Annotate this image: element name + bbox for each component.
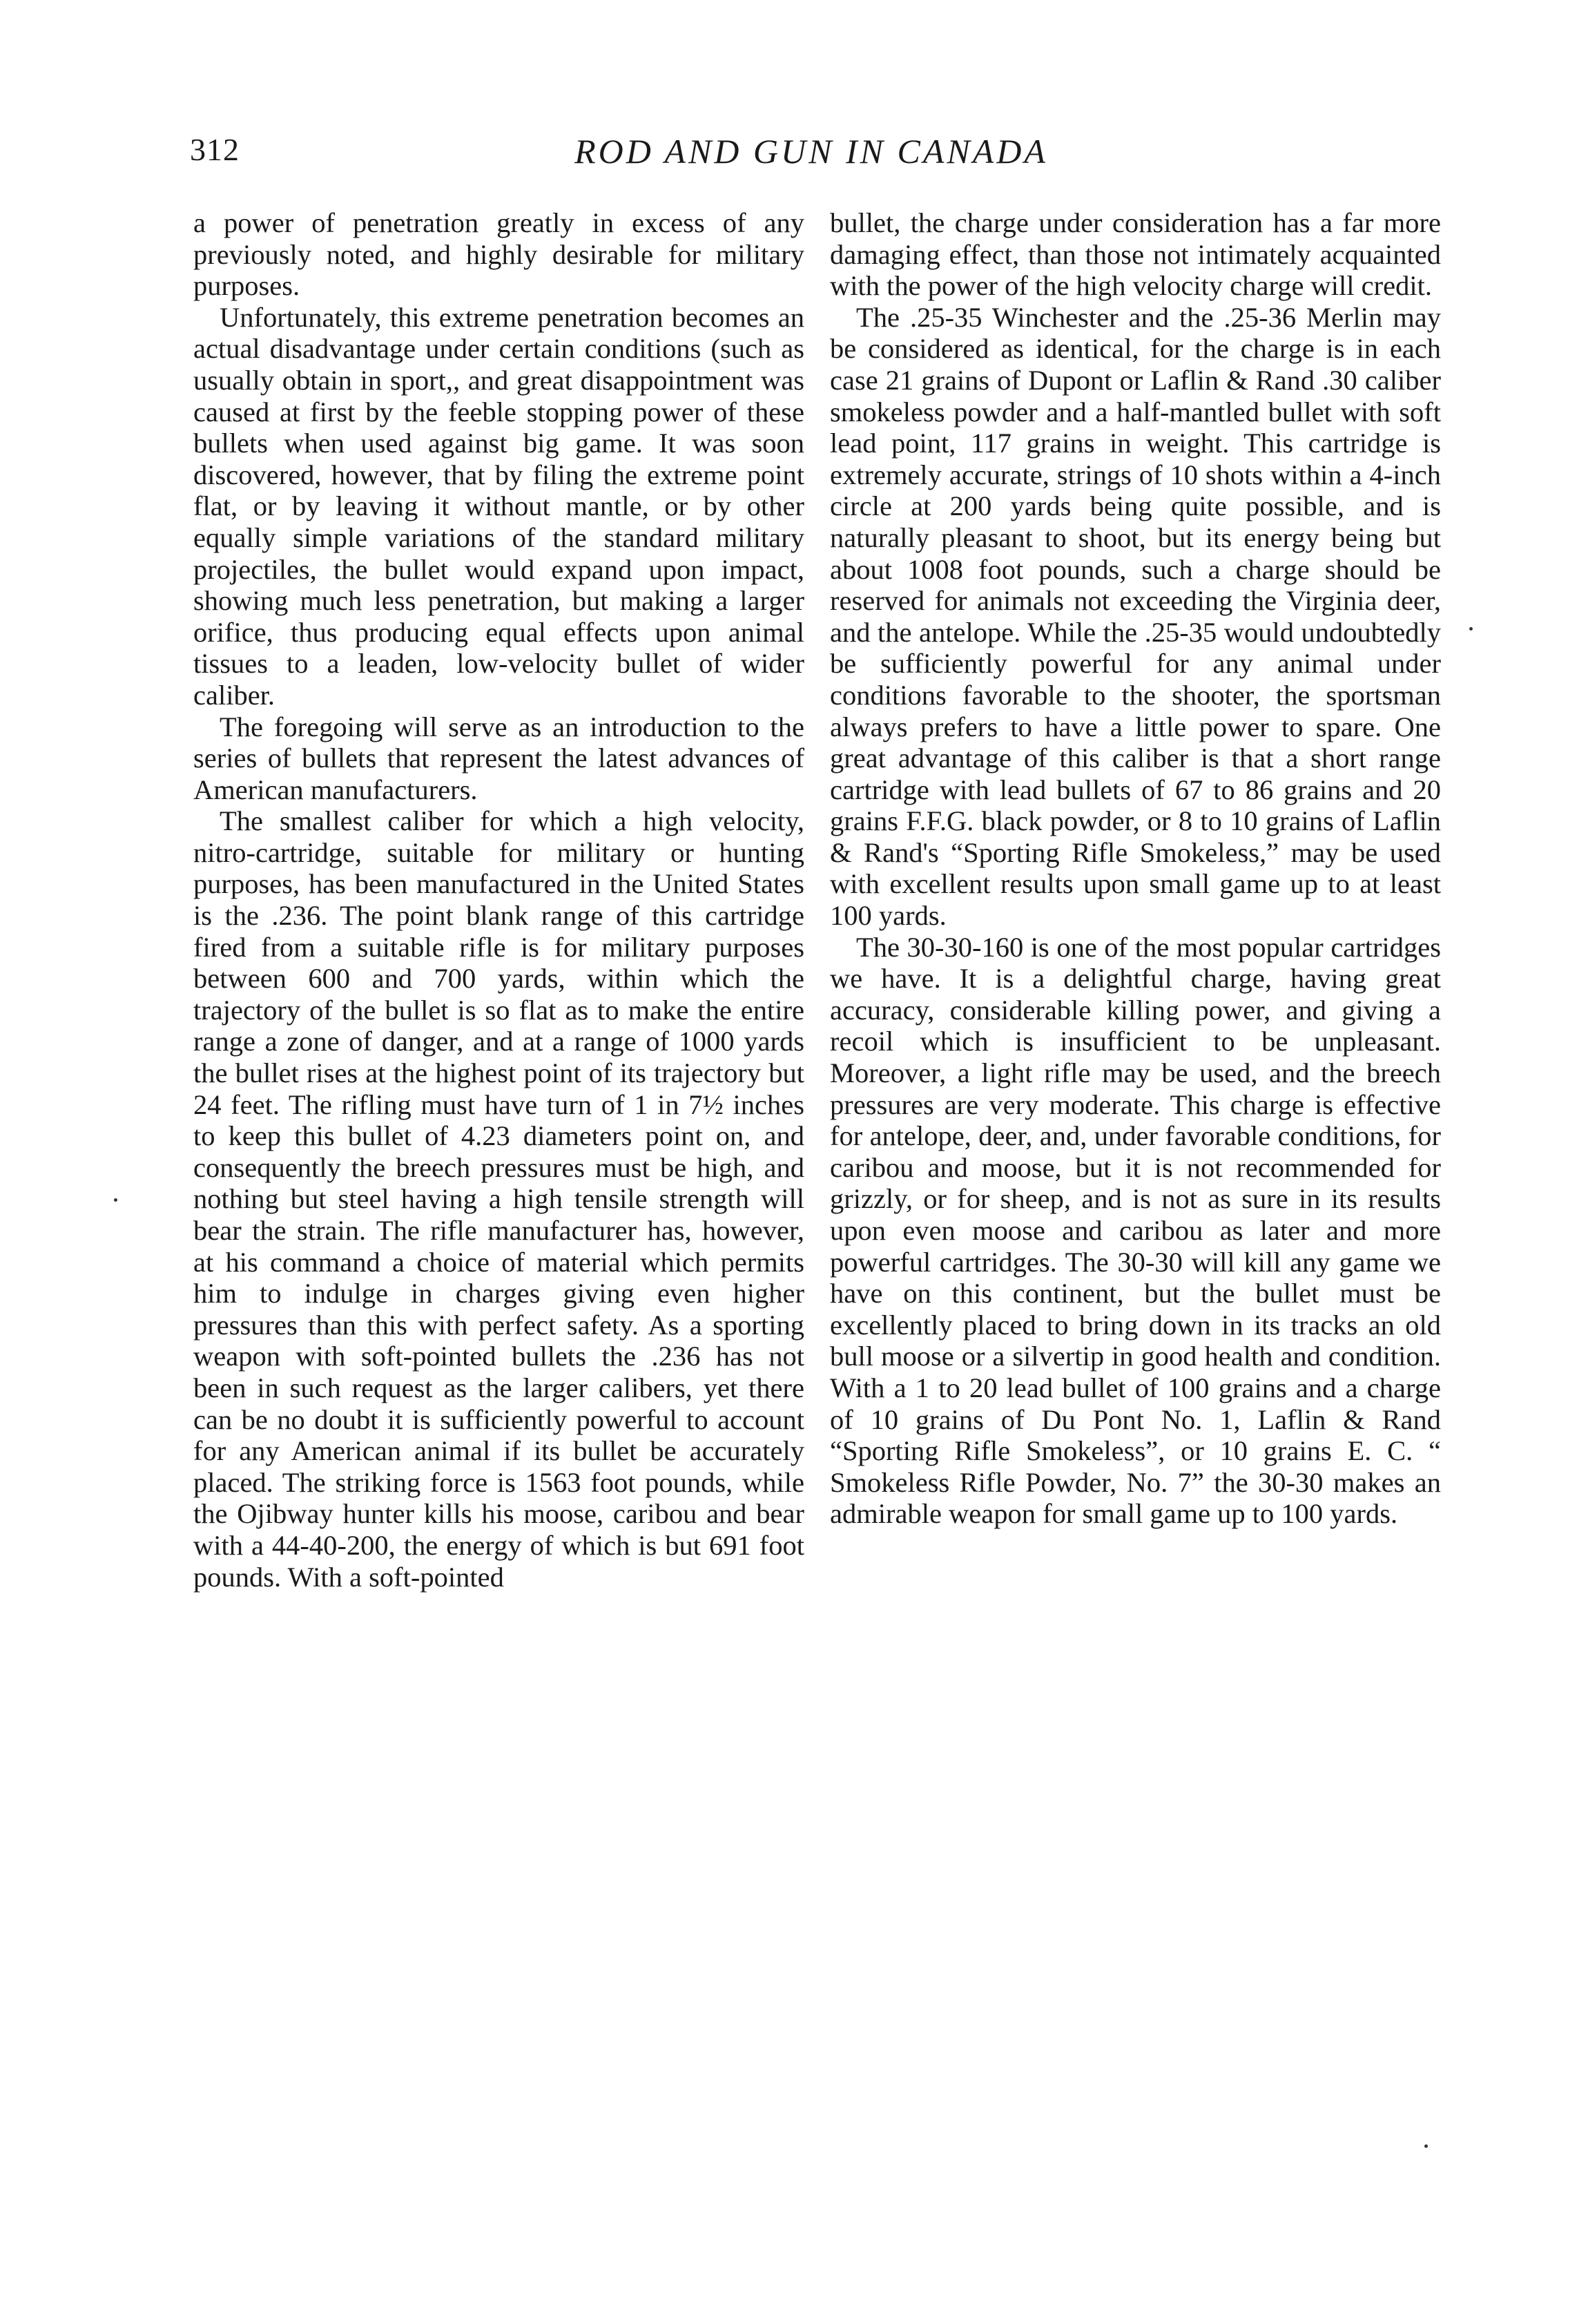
left-column	[193, 207, 804, 1593]
right-paragraph-1: bullet, the charge under consideration has a far more damaging effect, than those not intimately acquainted with the power of the high velocity charge will credit.	[830, 207, 1441, 302]
left-paragraph-2: Unfortunately, this extreme penetration becomes an actual disadvantage under certain conditions (such as usually obtain in sport,, and great disappointment was caused at first by the feeble stopping power of these bullets when used against big game. It was soon discovered, however, that by filing the extreme point flat, or by leaving it without mantle, or by other equally simple variations of the standard military projectiles, the bullet would expand upon impact, showing much less penetration, but making a larger orifice, thus producing equal effects upon animal tissues to a leaden, low-velocity bullet of wider caliber.	[193, 301, 804, 711]
scan-speck	[1469, 627, 1473, 631]
right-column	[830, 207, 1441, 1530]
left-paragraph-3: The foregoing will serve as an introduction to the series of bullets that represent the latest advances of American manufacturers.	[193, 711, 804, 805]
scan-speck	[114, 1198, 117, 1202]
right-paragraph-2: The .25-35 Winchester and the .25-36 Merlin may be considered as identical, for the charge is in each case 21 grains of Dupont or Laflin & Rand .30 caliber smokeless powder and a half-mantled bullet with soft lead point, 117 grains in weight. This cartridge is extremely accurate, strings of 10 shots within a 4-inch circle at 200 yards being quite possible, and is naturally pleasant to shoot, but its energy being but about 1008 foot pounds, such a charge should be reserved for animals not exceeding the Virginia deer, and the antelope. While the .25-35 would undoubtedly be sufficiently powerful for any animal under conditions favorable to the shooter, the sportsman always prefers to have a little power to spare. One great advantage of this caliber is that a short range cartridge with lead bullets of 67 to 86 grains and 20 grains F.F.G. black powder, or 8 to 10 grains of Laflin & Rand's “Sporting Rifle Smokeless,” may be used with excellent results upon small game up to at least 100 yards.	[830, 301, 1441, 932]
left-paragraph-1: a power of penetration greatly in excess of any previously noted, and highly desirable for military purposes.	[193, 207, 804, 302]
right-paragraph-3: The 30-30-160 is one of the most popular cartridges we have. It is a delightful charge, having great accuracy, considerable killing power, and giving a recoil which is insufficient to be unpleasant. Moreover, a light rifle may be used, and the breech pressures are very moderate. This charge is effective for antelope, deer, and, under favorable conditions, for caribou and moose, but it is not recommended for grizzly, or for sheep, and is not as sure in its results upon even moose and caribou as later and more powerful cartridges. The 30-30 will kill any game we have on this continent, but the bullet must be excellently placed to bring down in its tracks an old bull moose or a silvertip in good health and condition. With a 1 to 20 lead bullet of 100 grains and a charge of 10 grains of Du Pont No. 1, Laflin & Rand “Sporting Rifle Smokeless”, or 10 grains E. C. “ Smokeless Rifle Powder, No. 7” the 30-30 makes an admirable weapon for small game up to 100 yards.	[830, 931, 1441, 1530]
page-number: 312	[190, 132, 240, 167]
scan-speck	[1424, 2144, 1428, 2148]
running-title: ROD AND GUN IN CANADA	[574, 132, 1048, 171]
left-paragraph-4: The smallest caliber for which a high velocity, nitro-cartridge, suitable for military or hunting purposes, has been manufactured in the United States is the .236. The point blank range of this cartridge fired from a suitable rifle is for military purposes between 600 and 700 yards, within which the trajectory of the bullet is so flat as to make the entire range a zone of danger, and at a range of 1000 yards the bullet rises at the highest point of its trajectory but 24 feet. The rifling must have turn of 1 in 7½ inches to keep this bullet of 4.23 diameters point on, and consequently the breech pressures must be high, and nothing but steel having a high tensile strength will bear the strain. The rifle manufacturer has, however, at his command a choice of material which permits him to indulge in charges giving even higher pressures than this with perfect safety. As a sporting weapon with soft-pointed bullets the .236 has not been in such request as the larger calibers, yet there can be no doubt it is sufficiently powerful to account for any American animal if its bullet be accurately placed. The striking force is 1563 foot pounds, while the Ojibway hunter kills his moose, caribou and bear with a 44-40-200, the energy of which is but 691 foot pounds. With a soft-pointed	[193, 805, 804, 1593]
page-header	[190, 131, 1433, 186]
